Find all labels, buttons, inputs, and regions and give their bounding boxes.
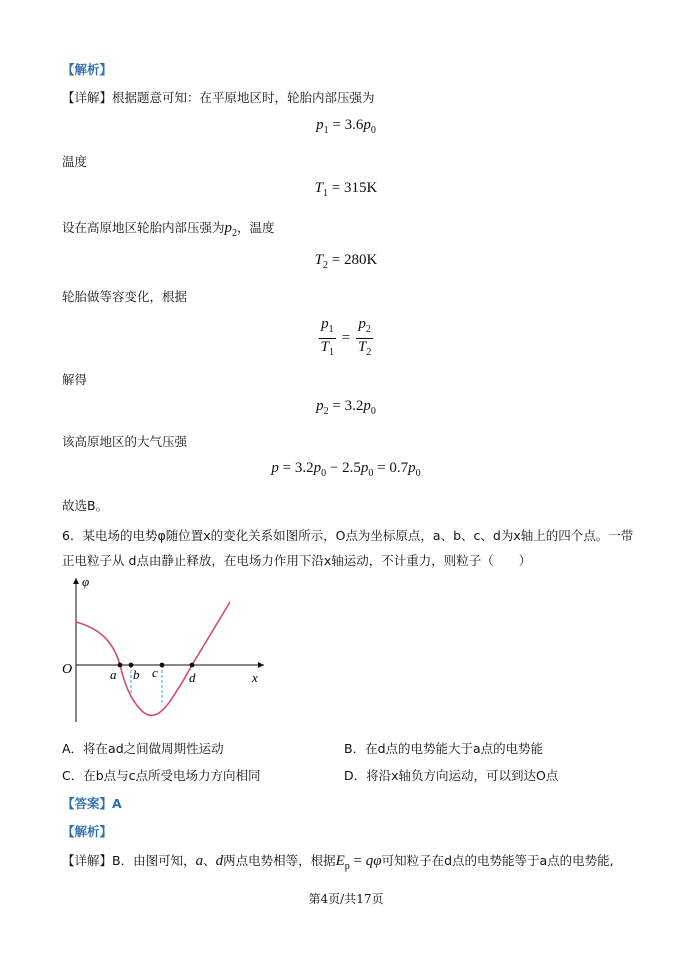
point-c — [160, 663, 165, 668]
solve-label: 解得 — [62, 372, 88, 387]
equation-p2: $p_2 = 3.2p_0$ — [316, 398, 376, 417]
x-axis-label: x — [252, 670, 258, 685]
equation-p: $p = 3.2p_0 - 2.5p_0 = 0.7p_0$ — [271, 460, 421, 479]
option-d: D．将沿x轴负方向运动，可以到达O点 — [344, 768, 559, 783]
equation-ratio: $\frac{p_1}{T_1}$ = $\frac{p_2}{T_2}$ — [0, 316, 692, 361]
fraction-p2-t2: $\frac{p_2}{T_2}$ — [357, 316, 372, 358]
point-a — [118, 663, 123, 668]
equation-p1: $p_1 = 3.6p_0$ — [316, 117, 376, 136]
potential-curve — [76, 602, 230, 715]
option-a: A．将在ad之间做周期性运动 — [62, 741, 224, 756]
solution-header: 【解析】 — [62, 62, 113, 77]
option-c: C．在b点与c点所受电场力方向相同 — [62, 768, 261, 783]
highland-text: 设在高原地区轮胎内部压强为$p_2$，温度 — [62, 220, 275, 239]
label-d: d — [189, 670, 196, 685]
label-c: c — [152, 665, 158, 680]
equation-t2: $T_2 = 280K$ — [314, 252, 378, 271]
fraction-p1-t1: $\frac{p_1}{T_1}$ — [320, 316, 335, 358]
point-d — [190, 663, 195, 668]
potential-graph — [58, 572, 278, 730]
question-line-1: 6．某电场的电势φ随位置x的变化关系如图所示，O点为坐标原点，a、b、c、d为x轴上的四个点。一带 — [62, 528, 634, 543]
analysis-header: 【解析】 — [62, 824, 113, 839]
detail-intro-text: 【详解】根据题意可知：在平原地区时，轮胎内部压强为 — [62, 90, 375, 105]
atmospheric-text: 该高原地区的大气压强 — [62, 434, 188, 449]
detail-intro — [62, 88, 375, 106]
label-b: b — [133, 667, 140, 682]
equation-t1: $T_1 = 315K$ — [314, 180, 378, 199]
option-b: B．在d点的电势能大于a点的电势能 — [344, 741, 544, 756]
label-a: a — [110, 667, 117, 682]
conclusion: 故选B。 — [62, 498, 109, 513]
detail-b-line: 【详解】B．由图可知，a、d两点电势相等，根据$E_p = q\varphi$可知粒子在d点的电势能等于a点的电势能, — [62, 853, 614, 872]
question-line-2: 正电粒子从 d点由静止释放，在电场力作用下沿x轴运动，不计重力，则粒子（ ） — [62, 553, 532, 568]
isochoric-text: 轮胎做等容变化，根据 — [62, 289, 188, 304]
y-axis-label: φ — [82, 574, 90, 589]
answer: 【答案】A — [62, 796, 122, 811]
origin-label: O — [62, 662, 73, 677]
temperature-label: 温度 — [62, 154, 88, 169]
page-footer: 第4页/共17页 — [308, 892, 384, 906]
